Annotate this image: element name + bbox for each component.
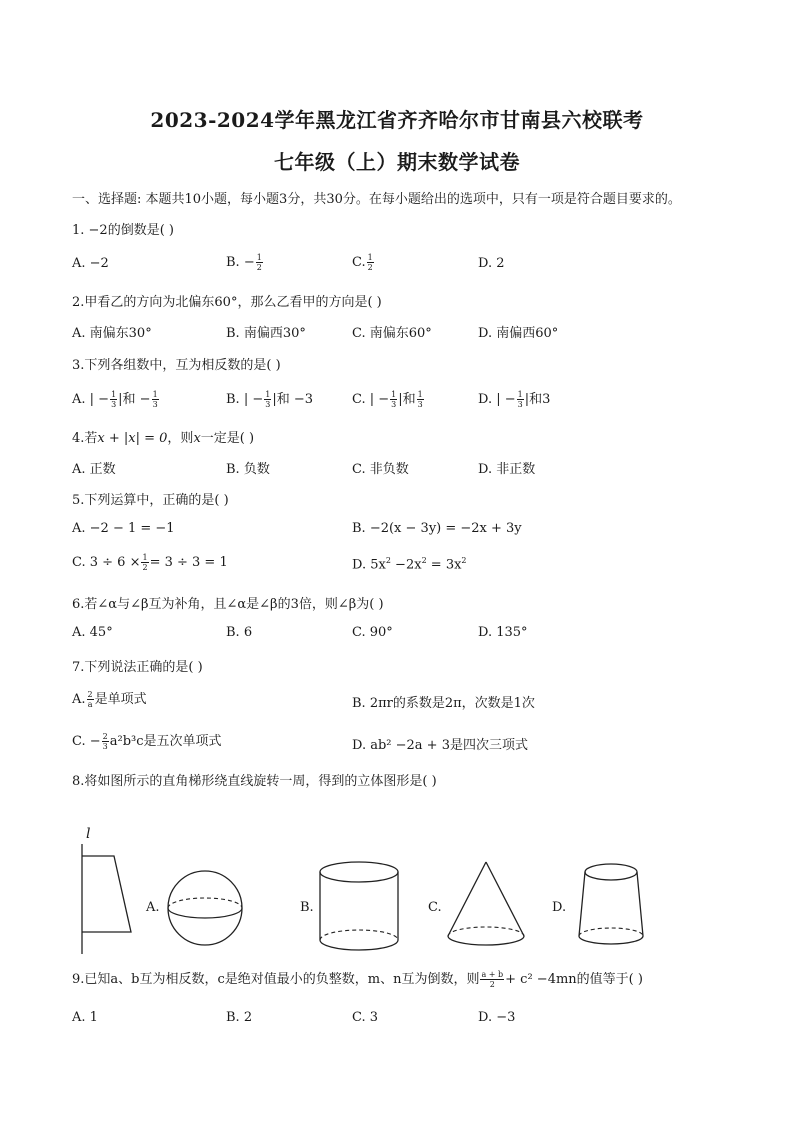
q2-option-a: A. 南偏东30°	[72, 326, 152, 341]
q4-option-b: B. 负数	[226, 462, 270, 477]
sphere-figure	[166, 866, 246, 950]
question-9-stem: 9.已知a、b互为相反数，c是绝对值最小的负整数，m、n互为倒数，则 $\frac{a + b}{2}$ + c² −4mn的值等于( )	[72, 970, 643, 989]
q3-option-c: C. | − $\frac{1}{3}$ |和 $\frac{1}{3}$	[352, 390, 423, 409]
q3-option-a: A. | − $\frac{1}{3}$ |和 − $\frac{1}{3}$	[72, 390, 158, 409]
axis-label: l	[86, 826, 91, 842]
q6-option-a: A. 45°	[72, 625, 113, 640]
q1-option-b: B. − $\frac{1}{2}$	[226, 253, 262, 272]
q4-option-a: A. 正数	[72, 462, 116, 477]
q3-option-b: B. | − $\frac{1}{3}$ |和 −3	[226, 390, 314, 409]
q6-option-b: B. 6	[226, 625, 253, 640]
q2-option-c: C. 南偏东60°	[352, 326, 432, 341]
q9-option-a: A. 1	[72, 1010, 98, 1025]
question-1-stem: 1. −2的倒数是( )	[72, 223, 174, 238]
q4-option-d: D. 非正数	[478, 462, 536, 477]
q9-option-c: C. 3	[352, 1010, 379, 1025]
q5-option-d: D. $5x^2 -2x^2 = 3x^2$	[352, 556, 467, 573]
q9-option-d: D. −3	[478, 1010, 516, 1025]
q5-option-c: C. 3 ÷ 6 × $\frac{1}{2}$ = 3 ÷ 3 = 1	[72, 553, 228, 572]
q6-option-d: D. 135°	[478, 625, 528, 640]
trapezoid-figure	[70, 830, 140, 960]
q1-option-d: D. 2	[478, 256, 505, 271]
question-8-stem: 8.将如图所示的直角梯形绕直线旋转一周，得到的立体图形是( )	[72, 774, 437, 789]
q9-option-b: B. 2	[226, 1010, 253, 1025]
q7-option-c: C. − $\frac{2}{3}$ a²b³c是五次单项式	[72, 732, 222, 751]
question-3-stem: 3.下列各组数中，互为相反数的是( )	[72, 358, 281, 373]
q8-option-d-label: D.	[552, 900, 567, 915]
q4-option-c: C. 非负数	[352, 462, 409, 477]
question-6-stem: 6.若∠α与∠β互为补角，且∠α是∠β的3倍，则∠β为( )	[72, 597, 384, 612]
cylinder-figure	[318, 860, 404, 956]
question-4-stem: 4.若x + |x| = 0，则x一定是( )	[72, 431, 255, 446]
q8-option-b-label: B.	[300, 900, 314, 915]
q1-option-a: A. −2	[72, 256, 109, 271]
q6-option-c: C. 90°	[352, 625, 393, 640]
cone-figure	[446, 860, 530, 954]
q2-option-b: B. 南偏西30°	[226, 326, 306, 341]
q5-option-b: B. −2(x − 3y) = −2x + 3y	[352, 521, 522, 536]
q8-option-c-label: C.	[428, 900, 442, 915]
question-2-stem: 2.甲看乙的方向为北偏东60°，那么乙看甲的方向是( )	[72, 295, 382, 310]
title-line-1: 2023-2024学年黑龙江省齐齐哈尔市甘南县六校联考	[150, 108, 644, 132]
q3-option-d: D. | − $\frac{1}{3}$ |和3	[478, 390, 551, 409]
section-heading: 一、选择题: 本题共10小题，每小题3分，共30分。在每小题给出的选项中，只有一项是符合题目要求的。	[72, 192, 681, 207]
q1-option-c: C. $\frac{1}{2}$	[352, 253, 373, 272]
q5-option-a: A. −2 − 1 = −1	[72, 521, 175, 536]
question-7-stem: 7.下列说法正确的是( )	[72, 660, 203, 675]
q7-option-a: A. $\frac{2}{a}$ 是单项式	[72, 690, 147, 709]
question-5-stem: 5.下列运算中，正确的是( )	[72, 493, 229, 508]
title-line-2: 七年级（上）期末数学试卷	[274, 150, 520, 174]
q8-option-a-label: A.	[146, 900, 160, 915]
q7-option-d: D. ab² −2a + 3是四次三项式	[352, 738, 528, 753]
frustum-figure	[576, 860, 648, 954]
q2-option-d: D. 南偏西60°	[478, 326, 559, 341]
q7-option-b: B. 2πr的系数是2π，次数是1次	[352, 696, 535, 711]
